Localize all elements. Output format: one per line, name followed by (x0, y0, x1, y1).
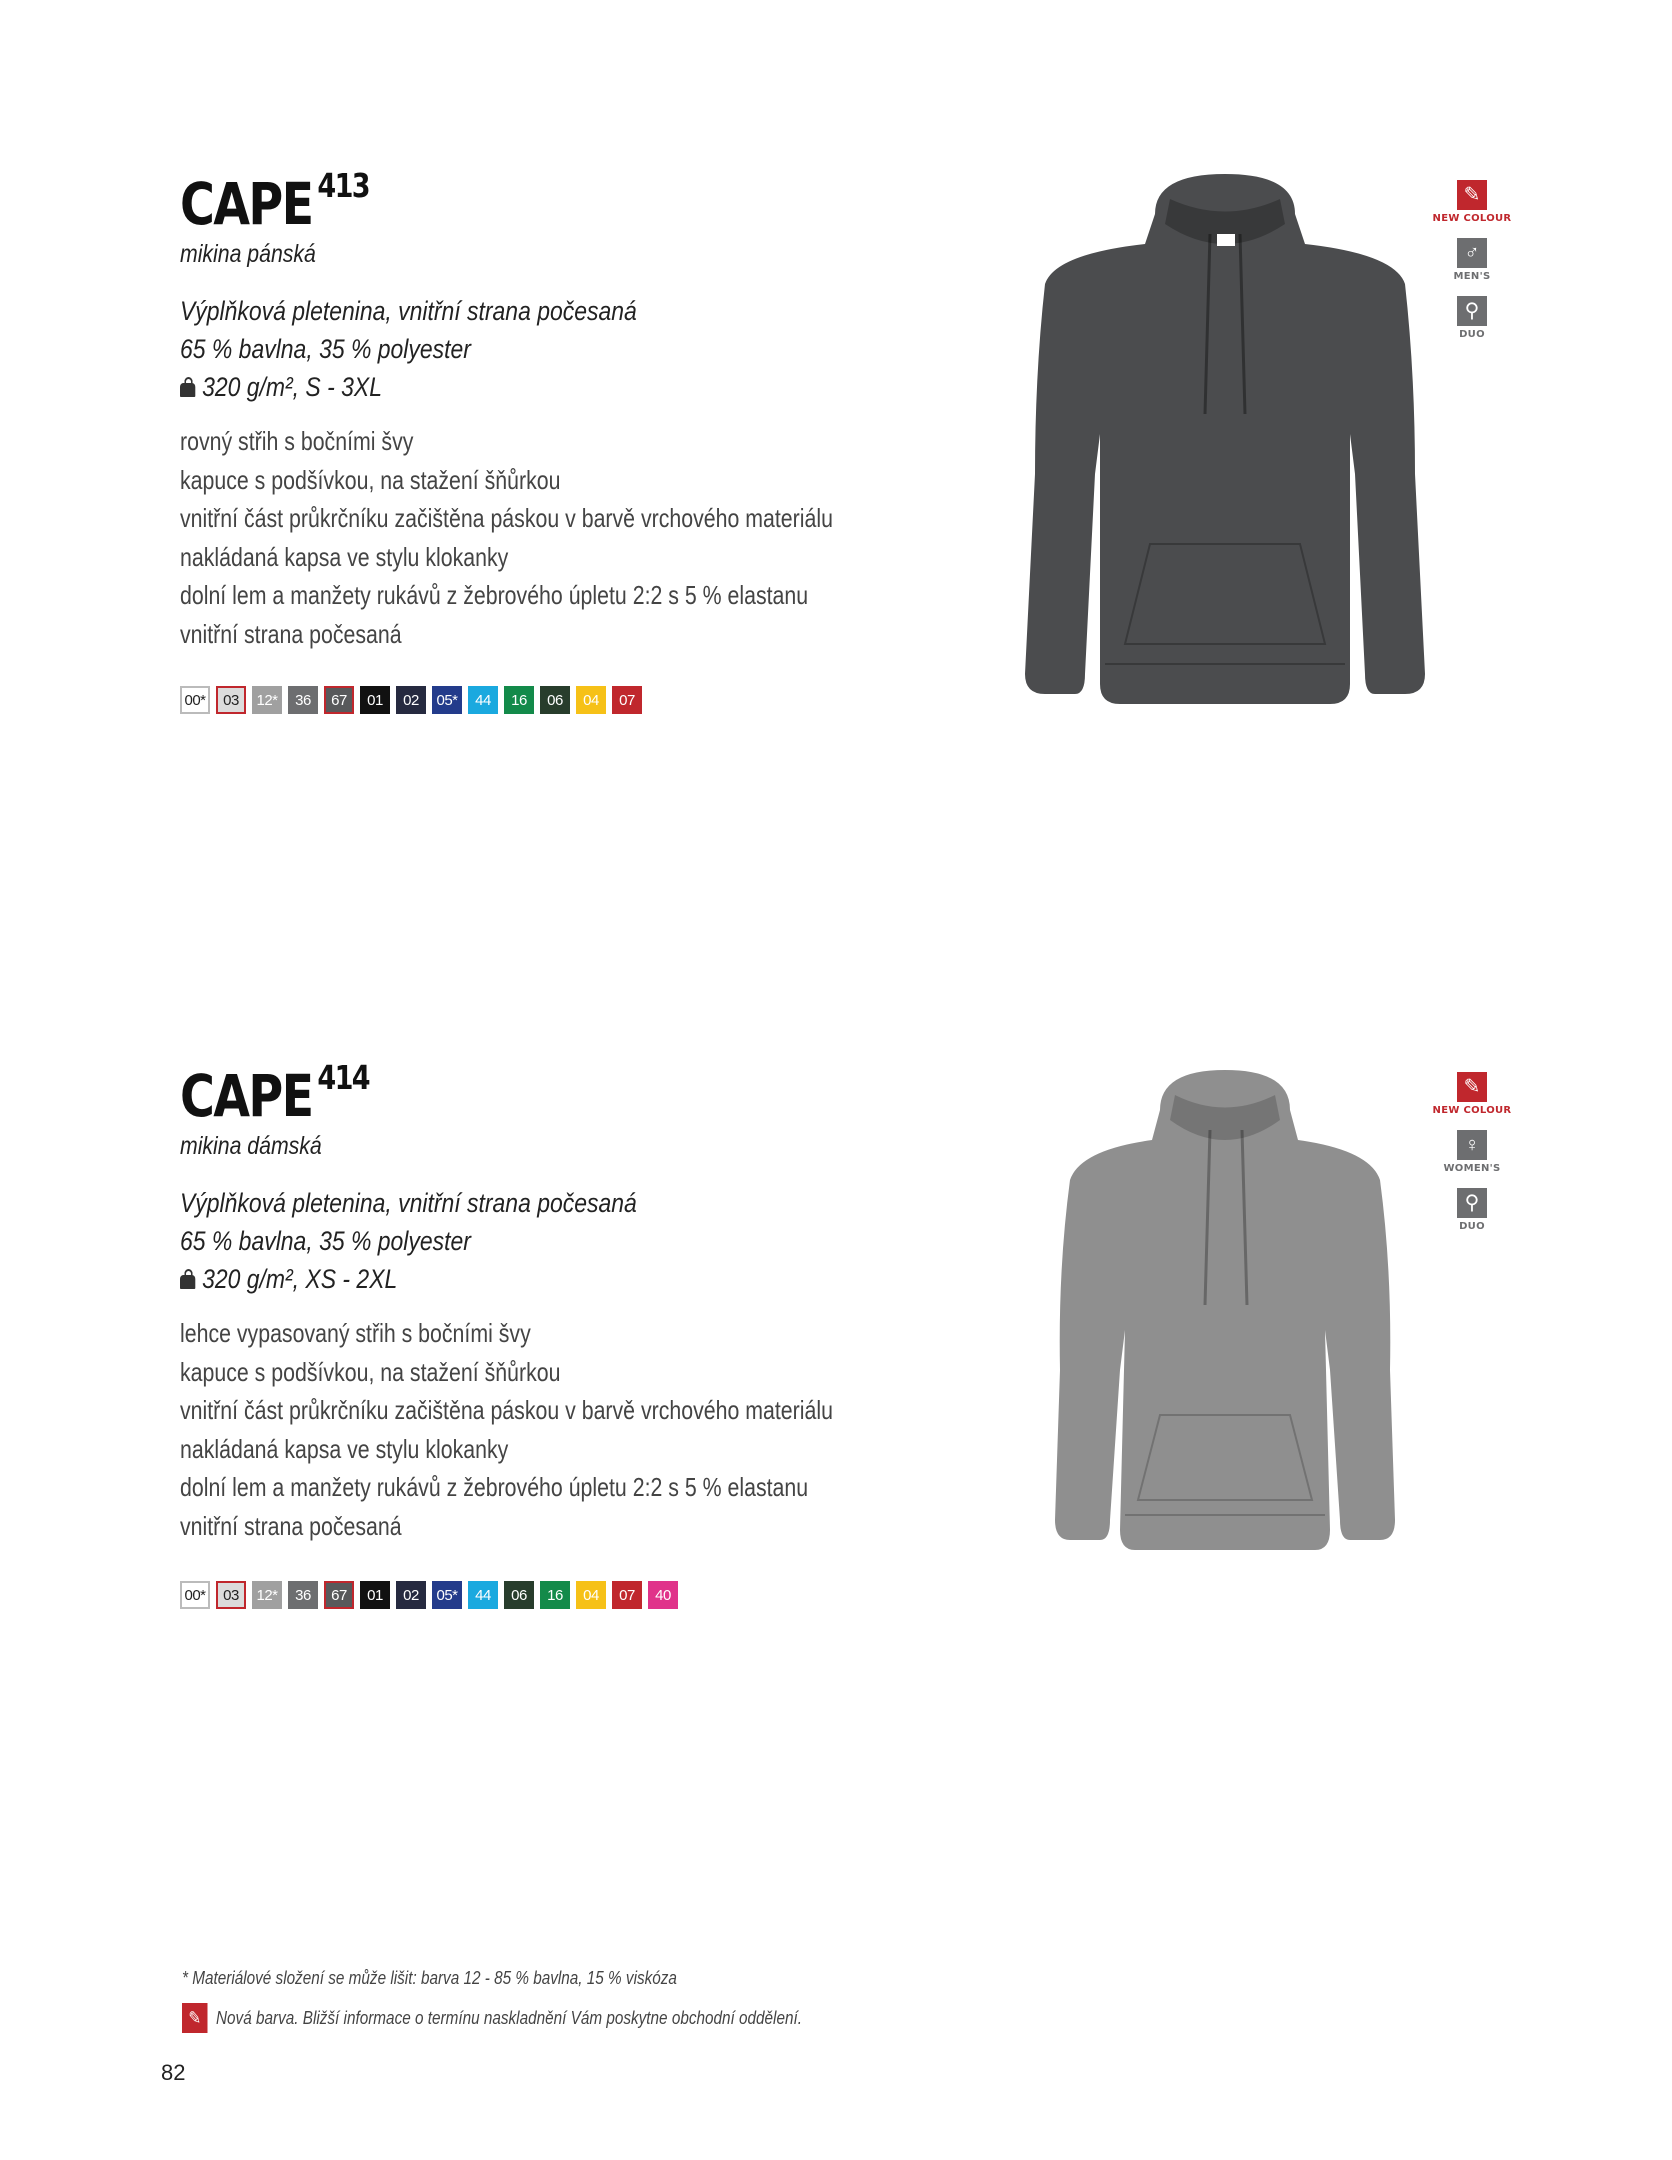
product-subtitle: mikina pánská (180, 240, 316, 268)
product-spec (180, 292, 637, 406)
female-icon: ♀ (1457, 1130, 1487, 1160)
color-swatch: 03 (216, 686, 246, 714)
color-swatch: 44 (468, 1581, 498, 1609)
badge-label: DUO (1459, 329, 1485, 340)
spec-line: Výplňková pletenina, vnitřní strana počesaná (180, 1188, 637, 1218)
spec-line: 65 % bavlna, 35 % polyester (180, 334, 471, 364)
spec-weight (180, 1260, 637, 1298)
color-swatch: 03 (216, 1581, 246, 1609)
color-swatch: 40 (648, 1581, 678, 1609)
feature-item: nakládaná kapsa ve stylu klokanky (180, 541, 509, 572)
color-swatch: 12* (252, 1581, 282, 1609)
color-swatch: 67 (324, 1581, 354, 1609)
badge-label: WOMEN'S (1443, 1163, 1501, 1174)
color-swatch: 67 (324, 686, 354, 714)
weight-icon (180, 383, 195, 397)
color-swatch: 05* (432, 686, 462, 714)
product-name: CAPE (180, 1062, 313, 1130)
weight-text: 320 g/m², XS - 2XL (202, 1264, 398, 1294)
badge-duo (1432, 296, 1512, 340)
color-swatch: 36 (288, 1581, 318, 1609)
product-title (180, 166, 369, 238)
color-swatches (180, 1581, 678, 1609)
color-swatch: 16 (504, 686, 534, 714)
product-name: CAPE (180, 170, 313, 238)
color-swatch: 01 (360, 686, 390, 714)
badge-column (1432, 1072, 1512, 1246)
feature-item: vnitřní strana počesaná (180, 618, 402, 649)
feature-item: dolní lem a manžety rukávů z žebrového úpletu 2:2 s 5 % elastanu (180, 580, 809, 610)
color-swatch: 16 (540, 1581, 570, 1609)
product-code: 413 (317, 166, 369, 205)
weight-icon (180, 1275, 195, 1289)
badge-label: DUO (1459, 1221, 1485, 1232)
color-swatch: 12* (252, 686, 282, 714)
color-swatch: 07 (612, 686, 642, 714)
weight-text: 320 g/m², S - 3XL (202, 372, 382, 402)
feature-item: vnitřní strana počesaná (180, 1510, 402, 1541)
feature-item: nakládaná kapsa ve stylu klokanky (180, 1433, 509, 1464)
badge-label: NEW COLOUR (1432, 1105, 1512, 1116)
badge-label: NEW COLOUR (1432, 213, 1512, 224)
color-swatch: 00* (180, 1581, 210, 1609)
new-colour-footnote-text: Nová barva. Bližší informace o termínu naskladnění Vám poskytne obchodní oddělení. (216, 2007, 802, 2028)
hoodie-body (1025, 174, 1425, 704)
color-swatch: 02 (396, 686, 426, 714)
product-subtitle: mikina dámská (180, 1132, 322, 1160)
hoodie-image-mens (1005, 174, 1445, 734)
badge-womens (1432, 1130, 1512, 1174)
feature-item: kapuce s podšívkou, na stažení šňůrkou (180, 464, 561, 495)
color-swatch: 02 (396, 1581, 426, 1609)
badge-duo (1432, 1188, 1512, 1232)
color-swatch: 06 (504, 1581, 534, 1609)
color-swatch: 05* (432, 1581, 462, 1609)
hoodie-body (1055, 1070, 1395, 1550)
product-code: 414 (317, 1058, 369, 1097)
page-number: 82 (161, 2060, 186, 2085)
feature-list (180, 422, 833, 653)
feature-item: rovný střih s bočními švy (180, 426, 414, 456)
feature-item: lehce vypasovaný střih s bočními švy (180, 1318, 531, 1348)
new-colour-icon: ✎ (1457, 180, 1487, 210)
color-swatch: 04 (576, 1581, 606, 1609)
spec-line: 65 % bavlna, 35 % polyester (180, 1226, 471, 1256)
product-spec (180, 1184, 637, 1298)
badge-label: MEN'S (1453, 271, 1491, 282)
color-swatches (180, 686, 642, 714)
color-swatch: 06 (540, 686, 570, 714)
color-swatch: 44 (468, 686, 498, 714)
badge-column (1432, 180, 1512, 354)
color-swatch: 01 (360, 1581, 390, 1609)
feature-item: dolní lem a manžety rukávů z žebrového úpletu 2:2 s 5 % elastanu (180, 1472, 809, 1502)
feature-item: kapuce s podšívkou, na stažení šňůrkou (180, 1356, 561, 1387)
duo-icon: ⚲ (1457, 1188, 1487, 1218)
badge-new-colour (1432, 180, 1512, 224)
badge-mens (1432, 238, 1512, 282)
new-colour-footnote (182, 2003, 802, 2033)
duo-icon: ⚲ (1457, 296, 1487, 326)
spec-line: Výplňková pletenina, vnitřní strana počesaná (180, 296, 637, 326)
color-swatch: 00* (180, 686, 210, 714)
male-icon: ♂ (1457, 238, 1487, 268)
color-swatch: 04 (576, 686, 606, 714)
feature-item: vnitřní část průkrčníku začištěna páskou v barvě vrchového materiálu (180, 503, 833, 533)
color-swatch: 36 (288, 686, 318, 714)
material-footnote: * Materiálové složení se může lišit: barva 12 - 85 % bavlna, 15 % viskóza (182, 1968, 677, 1988)
spec-weight (180, 368, 637, 406)
feature-item: vnitřní část průkrčníku začištěna páskou v barvě vrchového materiálu (180, 1395, 833, 1425)
badge-new-colour (1432, 1072, 1512, 1116)
product-title (180, 1058, 369, 1130)
new-colour-icon: ✎ (1457, 1072, 1487, 1102)
new-colour-icon: ✎ (182, 2003, 208, 2033)
hoodie-image-womens (1030, 1070, 1420, 1580)
color-swatch: 07 (612, 1581, 642, 1609)
feature-list (180, 1314, 833, 1545)
